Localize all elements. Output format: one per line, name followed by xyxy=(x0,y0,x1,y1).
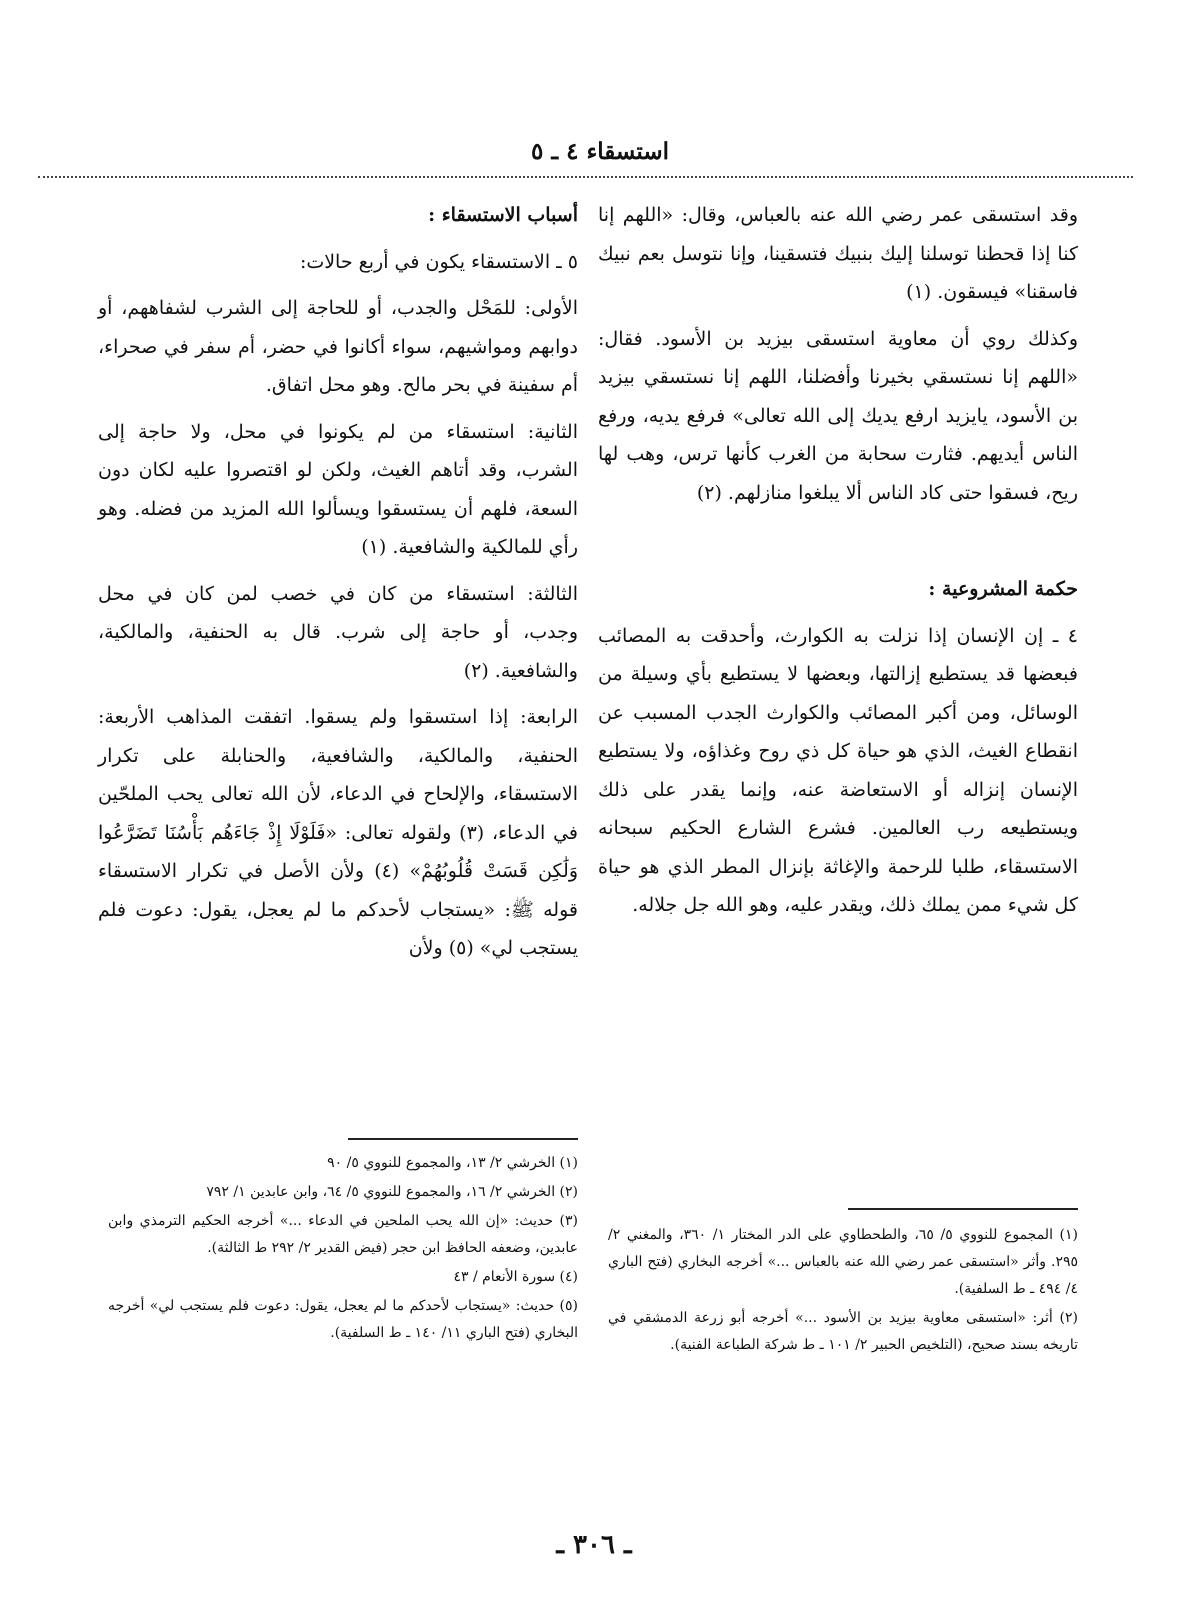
left-column xyxy=(98,196,578,976)
spacer xyxy=(598,520,1078,570)
right-column xyxy=(598,196,1078,933)
body-paragraph: ٤ ـ إن الإنسان إذا نزلت به الكوارث، وأحدقت به المصائب فبعضها قد يستطيع إزالتها، وبعضها لا يستطيع بأي وسيلة من الوسائل، ومن أكبر المصائب والكوارث الجدب المسبب عن انقطاع الغيث، الذي هو حياة كل ذي روح وغذاؤه، ولا يستطيع الإنسان إنزاله أو الاستعاضة عنه، وإنما يقدر على ذلك ويستطيعه رب العالمين. فشرع الشارع الحكيم سبحانه الاستسقاء، طلبا للرحمة والإغاثة بإنزال المطر الذي هو حياة كل شيء ممن يملك ذلك، ويقدر عليه، وهو الله جل جلاله. xyxy=(598,624,1078,916)
body-paragraph: الأولى: للمَحْل والجدب، أو للحاجة إلى الشرب لشفاههم، أو دوابهم ومواشيهم، سواء أكانوا في حضر، أم سفر في صحراء، أم سفينة في بحر مالح. وهو محل اتفاق. xyxy=(98,297,578,396)
footnote-divider xyxy=(848,1208,1078,1210)
header-divider xyxy=(38,176,1133,178)
page-number: ـ ٣٠٦ ـ xyxy=(556,1530,632,1560)
body-paragraph: ٥ ـ الاستسقاء يكون في أربع حالات: xyxy=(299,250,578,273)
section-heading: حكمة المشروعية : xyxy=(928,578,1078,600)
body-paragraph: الثالثة: استسقاء من كان في خصب لمن كان في محل وجدب، أو حاجة إلى شرب. قال به الحنفية، والمالكية، والشافعية. (٢) xyxy=(98,582,578,682)
footnote: (٢) الخرشي ٢/ ١٦، والمجموع للنووي ٥/ ٦٤، وابن عابدين ١/ ٧٩٢ xyxy=(206,1184,578,1200)
body-paragraph: الرابعة: إذا استسقوا ولم يسقوا. اتفقت المذاهب الأربعة: الحنفية، والمالكية، والشافعية، والحنابلة على تكرار الاستسقاء، والإلحاح في الدعاء، لأن الله تعالى يحب الملحّين في الدعاء، (٣) ولقوله تعالى: «فَلَوْلَا إِذْ جَاءَهُم بَأْسُنَا تَضَرَّعُوا وَلَٰكِن قَسَتْ قُلُوبُهُمْ» (٤) ولأن الأصل في تكرار الاستسقاء قوله ﷺ: «يستجاب لأحدكم ما لم يعجل، يقول: دعوت فلم يستجب لي» (٥) ولأن xyxy=(98,706,578,959)
body-paragraph: وقد استسقى عمر رضي الله عنه بالعباس، وقال: «اللهم إنا كنا إذا قحطنا توسلنا إليك بنبيك فتسقينا، وإنا نتوسل بعم نبيك فاسقنا» فيسقون. (١) xyxy=(598,204,1078,303)
footnote: (٣) حديث: «إن الله يحب الملحين في الدعاء ...» أخرجه الحكيم الترمذي وابن عابدين، وضعفه الحافظ ابن حجر (فيض القدير ٢/ ٢٩٢ ط الثالثة). xyxy=(108,1213,578,1256)
footnote: (١) المجموع للنووي ٥/ ٦٥، والطحطاوي على الدر المختار ١/ ٣٦٠، والمغني ٢/ ٢٩٥. وأثر «استسقى عمر رضي الله عنه بالعباس ...» أخرجه البخاري (فتح الباري ٤/ ٤٩٤ ـ ط السلفية). xyxy=(608,1227,1079,1297)
footnote: (١) الخرشي ٢/ ١٣، والمجموع للنووي ٥/ ٩٠ xyxy=(327,1155,578,1171)
body-paragraph: الثانية: استسقاء من لم يكونوا في محل، ولا حاجة إلى الشرب، وقد أتاهم الغيث، ولكن لو اقتصروا عليه لكان دون السعة، فلهم أن يستسقوا ويسألوا الله المزيد من فضله. وهو رأي للمالكية والشافعية. (١) xyxy=(98,420,578,558)
footnote: (٢) أثر: «استسقى معاوية بيزيد بن الأسود ...» أخرجه أبو زرعة الدمشقي في تاريخه بسند صحيح، (التلخيص الحبير ٢/ ١٠١ ـ ط شركة الطباعة الفنية). xyxy=(608,1310,1078,1353)
right-footnotes xyxy=(608,1222,1078,1361)
footnote: (٥) حديث: «يستجاب لأحدكم ما لم يعجل، يقول: دعوت فلم يستجب لي» أخرجه البخاري (فتح الباري ١١/ ١٤٠ ـ ط السلفية). xyxy=(108,1298,578,1341)
footnote: (٤) سورة الأنعام / ٤٣ xyxy=(453,1269,578,1285)
section-heading: أسباب الاستسقاء : xyxy=(428,204,578,226)
left-footnotes xyxy=(108,1150,578,1349)
running-header: استسقاء ٤ ـ ٥ xyxy=(530,138,670,165)
body-paragraph: وكذلك روي أن معاوية استسقى بيزيد بن الأسود. فقال: «اللهم إنا نستسقي بخيرنا وأفضلنا، اللهم إنا نستسقي بيزيد بن الأسود، يايزيد ارفع يديك إلى الله تعالى» فرفع يديه، ورفع الناس أيديهم. فثارت سحابة من الغرب كأنها ترس، وهب لها ريح، فسقوا حتى كاد الناس ألا يبلغوا منازلهم. (٢) xyxy=(598,327,1078,504)
footnote-divider xyxy=(348,1138,578,1140)
